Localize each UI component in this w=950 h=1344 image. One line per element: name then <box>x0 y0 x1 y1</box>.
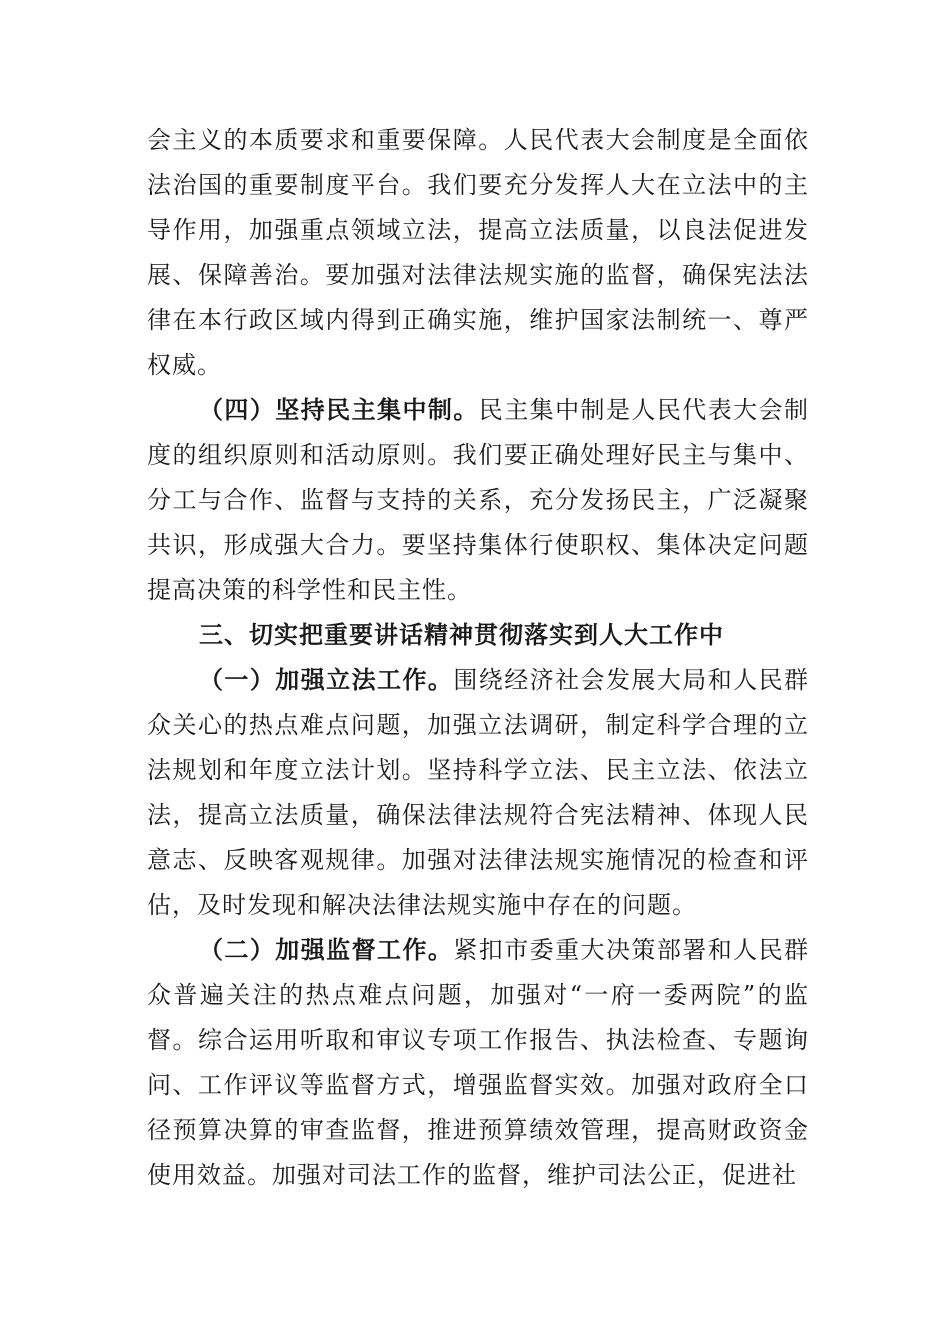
section-3-heading: 三、切实把重要讲话精神贯彻落实到人大工作中 <box>199 621 724 649</box>
document-body <box>147 118 809 1198</box>
paragraph-4-lead: （四）坚持民主集中制。 <box>199 396 479 424</box>
section-3-paragraph-1 <box>147 658 809 928</box>
section-3-paragraph-2-lead: （二）加强监督工作。 <box>199 936 454 964</box>
paragraph-4-body: 民主集中制是人民代表大会制度的组织原则和活动原则。我们要正确处理好民主与集中、分工与合作、监督与支持的关系，充分发扬民主，广泛凝聚共识，形成强大合力。要坚持集体行使职权、集体决定问题提高决策的科学性和民主性。 <box>147 396 810 604</box>
section-3-paragraph-1-body: 围绕经济社会发展大局和人民群众关心的热点难点问题，加强立法调研，制定科学合理的立法规划和年度立法计划。坚持科学立法、民主立法、依法立法，提高立法质量，确保法律法规符合宪法精神、体现人民意志、反映客观规律。加强对法律法规实施情况的检查和评估，及时发现和解决法律法规实施中存在的问题。 <box>147 666 810 919</box>
section-3-paragraph-1-lead: （一）加强立法工作。 <box>199 666 454 694</box>
section-3-paragraph-2 <box>147 928 809 1198</box>
paragraph-4 <box>147 388 809 613</box>
section-3-paragraph-2-body: 紧扣市委重大决策部署和人民群众普遍关注的热点难点问题，加强对“一府一委两院”的监督。综合运用听取和审议专项工作报告、执法检查、专题询问、工作评议等监督方式，增强监督实效。加强对政府全口径预算决算的审查监督，推进预算绩效管理，提高财政资金使用效益。加强对司法工作的监督，维护司法公正，促进社 <box>147 936 810 1189</box>
paragraph-continuation: 会主义的本质要求和重要保障。人民代表大会制度是全面依法治国的重要制度平台。我们要充分发挥人大在立法中的主导作用，加强重点领域立法，提高立法质量，以良法促进发展、保障善治。要加强对法律法规实施的监督，确保宪法法律在本行政区域内得到正确实施，维护国家法制统一、尊严权威。 <box>147 126 809 379</box>
